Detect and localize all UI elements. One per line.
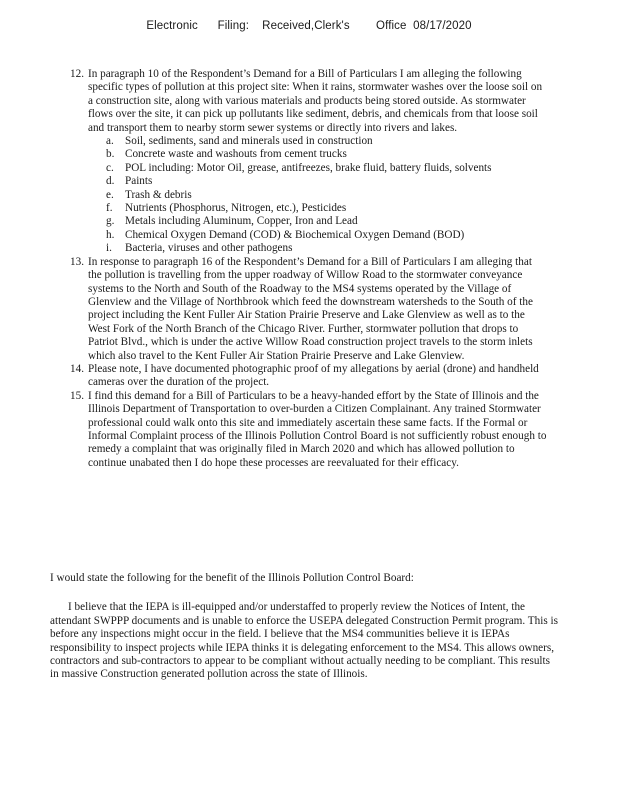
sub-item-letter: e.: [106, 188, 114, 201]
closing-paragraph: I believe that the IEPA is ill-equipped and/or understaffed to properly review the Notices of Intent, the attendant SWPPP documents and is unable to enforce the USEPA delegated Construction Permit program. This is before any inspections might occur in the field. I believe that the MS4 communities believe it is IEPAs responsibility to inspect projects while IEPA thinks it is delegating enforcement to the MS4. This allows owners, contractors and sub-contractors to appear to be compliant without actually needing to be compliant. This results in massive Construction generated pollution across the state of Illinois.: [50, 601, 558, 681]
pollution-types-list: [88, 135, 548, 256]
filing-header: Electronic Filing: Received,Clerk's Office 08/17/2020: [146, 20, 472, 32]
item-text: I find this demand for a Bill of Particulars to be a heavy-handed effort by the State of Illinois and the Illinois Department of Transportation to over-burden a Citizen Complainant. Any trained Stormwater professional could walk onto this site and immediately ascertain these same facts. If the Formal or Informal Complaint process of the Illinois Pollution Control Board is not sufficiently robust enough to remedy a complaint that was originally filed in March 2020 and which has allowed pollution to continue unabated then I do hope these processes are reevaluated for their efficacy.: [88, 389, 547, 469]
sub-item: [88, 229, 548, 242]
sub-item: [88, 162, 548, 175]
sub-item-letter: a.: [106, 135, 114, 148]
sub-item: [88, 242, 548, 255]
sub-item-text: POL including: Motor Oil, grease, antifreezes, brake fluid, battery fluids, solvents: [125, 161, 492, 174]
closing-intro: I would state the following for the benefit of the Illinois Pollution Control Board:: [50, 572, 414, 584]
sub-item-text: Chemical Oxygen Demand (COD) & Biochemical Oxygen Demand (BOD): [125, 228, 465, 241]
item-text: Please note, I have documented photographic proof of my allegations by aerial (drone) and handheld cameras over the duration of the project.: [88, 362, 539, 389]
sub-item-letter: d.: [106, 175, 115, 188]
sub-item: [88, 202, 548, 215]
sub-item-letter: h.: [106, 228, 115, 241]
sub-item-text: Concrete waste and washouts from cement trucks: [125, 148, 347, 161]
list-item-14: [70, 363, 548, 390]
numbered-list: [70, 68, 548, 470]
list-item-13: [70, 256, 548, 363]
sub-item-text: Metals including Aluminum, Copper, Iron and Lead: [125, 215, 358, 228]
sub-item-text: Bacteria, viruses and other pathogens: [125, 242, 293, 255]
sub-item-text: Paints: [125, 175, 153, 188]
item-number: 15.: [70, 389, 84, 402]
list-item-12: [70, 68, 548, 256]
sub-item-text: Soil, sediments, sand and minerals used in construction: [125, 135, 373, 148]
sub-item: [88, 175, 548, 188]
item-number: 12.: [70, 68, 84, 80]
sub-item: [88, 215, 548, 228]
sub-item: [88, 189, 548, 202]
sub-item-letter: i.: [106, 242, 112, 255]
sub-item-letter: b.: [106, 148, 115, 161]
sub-item: [88, 148, 548, 161]
sub-item-letter: c.: [106, 161, 114, 174]
sub-item-letter: g.: [106, 215, 115, 228]
sub-item: [88, 135, 548, 148]
list-item-15: [70, 390, 548, 470]
item-number: 13.: [70, 255, 84, 268]
item-number: 14.: [70, 362, 84, 375]
sub-item-text: Trash & debris: [125, 188, 192, 201]
sub-item-letter: f.: [106, 202, 113, 215]
item-text: In response to paragraph 16 of the Respondent’s Demand for a Bill of Particulars I am alleging that the pollution is travelling from the upper roadway of Willow Road to the stormwater conveyance systems to the North and South of the Roadway to the MS4 systems operated by the Village of Glenview and the Village of Northbrook which feed the downstream watersheds to the South of the project including the Kent Fuller Air Station Prairie Preserve and Lake Glenview as well as to the West Fork of the North Branch of the Chicago River. Further, stormwater pollution that drops to Patriot Blvd., which is under the active Willow Road construction project travels to the storm inlets which also travel to the Kent Fuller Air Station Prairie Preserve and Lake Glenview.: [88, 255, 533, 362]
closing-section: [50, 572, 560, 682]
item-text: In paragraph 10 of the Respondent’s Demand for a Bill of Particulars I am alleging the following specific types of pollution at this project site: When it rains, stormwater washes over the loose soil on a construction site, along with various materials and products being stored outside. As stormwater flows over the site, it can pick up pollutants like sediment, debris, and chemicals from that loose soil and transport them to nearby storm sewer systems or directly into rivers and lakes.: [88, 68, 543, 134]
sub-item-text: Nutrients (Phosphorus, Nitrogen, etc.), Pesticides: [125, 202, 347, 215]
